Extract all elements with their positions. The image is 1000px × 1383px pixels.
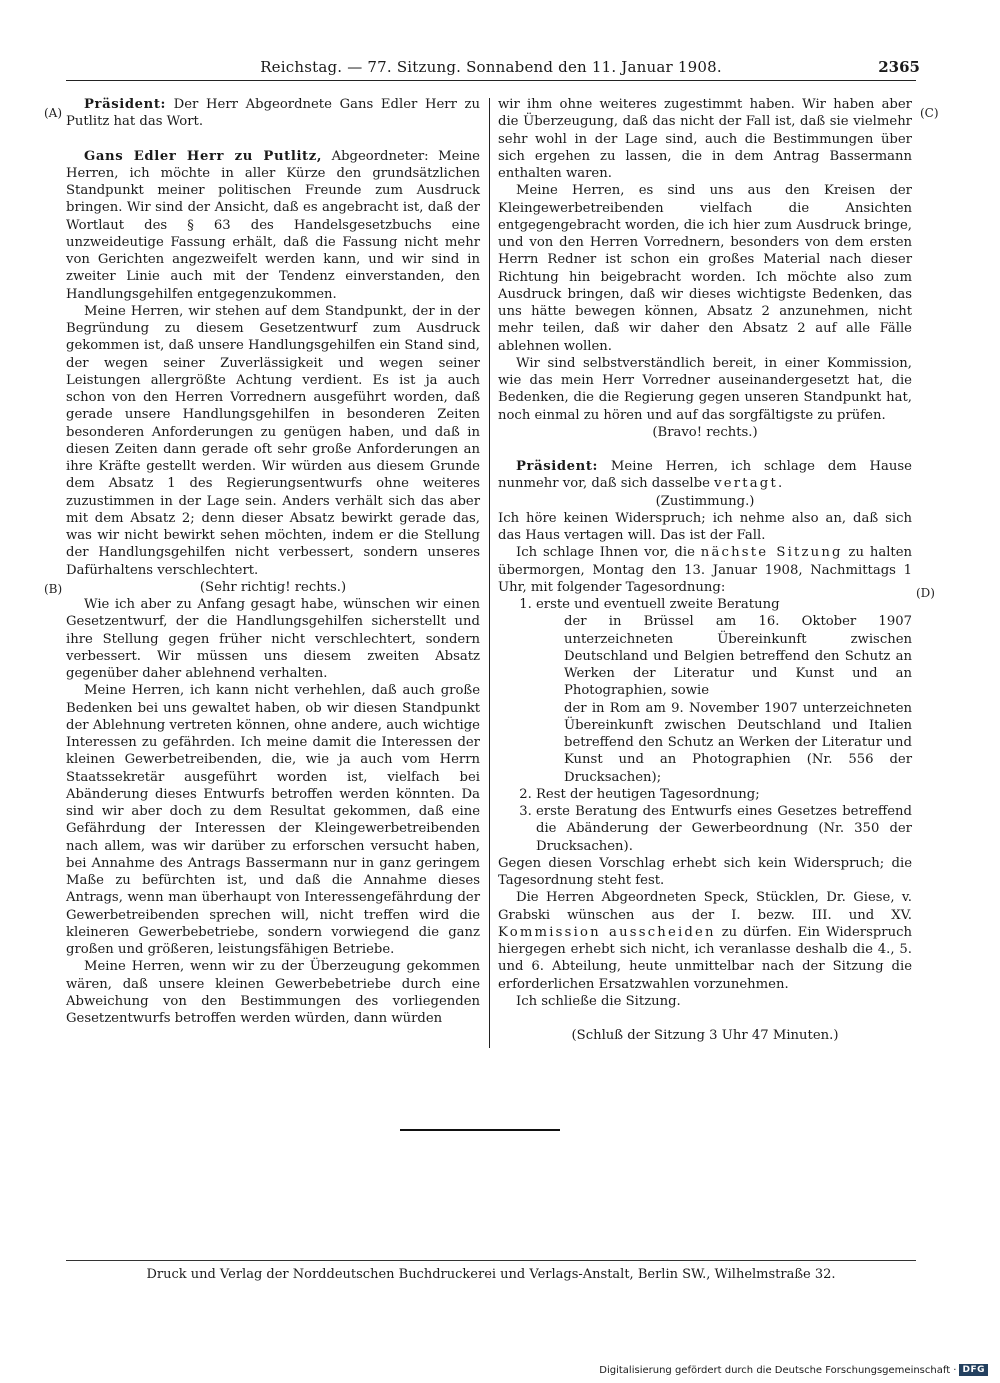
paragraph: Meine Herren, ich kann nicht verhehlen, daß auch große Bedenken bei uns gewaltet haben, ob wir diesen Standpunkt der Ablehnung vertreten können, ohne andere, auch wichtige Interessen zu gefährden. Ich meine damit die Interessen der kleinen Gewerbetreibenden, die, wie ja auch vom Herrn Staatssekretär ausgeführt worden ist, vielfach bei Abänderung dieses Entwurfs betroffen werden könnten. Da sind wir aber doch zu dem Resultat gekommen, daß eine Gefährdung der Interessen der Kleingewerbetreibenden nach allem, was wir darüber zu erforschen versucht haben, bei Annahme des Antrags Bassermann nur in ganz geringem Maße zu befürchten ist, und daß die Annahme dieses Antrags, wenn man überhaupt von Interessengefährdung der Gewerbetreibenden sprechen will, nicht treffen wird die kleineren Gewerbebetriebe, sondern vorwiegend die ganz großen und größeren, leistungsfähigen Betriebe.	[66, 683, 480, 957]
paragraph	[66, 148, 480, 303]
page-number: 2365	[878, 58, 920, 76]
paragraph	[498, 889, 912, 993]
agenda-item-text: 1. erste und eventuell zweite Beratung	[536, 597, 780, 612]
agenda-list	[498, 596, 912, 855]
paragraph-text: Der Herr Abgeordnete Gans Edler Herr zu Putlitz hat das Wort.	[66, 97, 480, 130]
margin-marker-b: (B)	[44, 582, 63, 596]
paragraph-text: Abgeordneter: Meine Herren, ich möchte in aller Kürze den grundsätzlichen Standpunkt meiner politischen Freunde zum Ausdruck bringen. Wir sind der Ansicht, daß es angebracht ist, daß der Wortlaut des § 63 des Handelsgesetzbuchs eine unzweideutige Fassung erhält, daß die Fassung nicht mehr von Gerichten angezweifelt werden kann, und wir sind in zweiter Linie auch mit der Tendenz einverstanden, den Handlungsgehilfen entgegenzukommen.	[66, 148, 480, 302]
paragraph: wir ihm ohne weiteres zugestimmt haben. Wir haben aber die Überzeugung, daß das nicht der Fall ist, daß sie vielmehr sehr wohl in der Lage sind, auch die Bestimmungen über sich ergehen zu lassen, die in dem Antrag Bassermann enthalten waren.	[498, 97, 912, 181]
paragraph-text: Ich schlage Ihnen vor, die	[516, 545, 701, 561]
footer-rule	[66, 1260, 916, 1261]
paragraph-text: zu dürfen. Ein Widerspruch hiergegen erhebt sich nicht, ich veranlasse deshalb die 4., 5. und 6. Abteilung, heute unmittelbar nach der Sitzung die erforderlichen Ersatzwahlen vorzunehmen.	[498, 924, 912, 992]
speaker-name: Präsident:	[516, 459, 599, 474]
right-column	[498, 96, 912, 1044]
dfg-logo-icon: DFG	[959, 1364, 988, 1376]
margin-marker-a: (A)	[44, 106, 63, 120]
paragraph-text: Die Herren Abgeordneten Speck, Stücklen, Dr. Giese, v. Grabski wünschen aus der I. bezw. III. und XV.	[498, 890, 912, 923]
emphasis: vertagt.	[714, 476, 785, 492]
end-rule	[400, 1129, 560, 1131]
applause: (Bravo! rechts.)	[652, 424, 758, 440]
paragraph: Ich höre keinen Widerspruch; ich nehme also an, daß sich das Haus vertagen will. Das ist der Fall.	[498, 510, 912, 543]
paragraph-text: zu halten übermorgen, Montag den 13. Januar 1908, Nachmittags 1 Uhr, mit folgender Tagesordnung:	[498, 545, 913, 595]
agenda-item: 3. erste Beratung des Entwurfs eines Gesetzes betreffend die Abänderung der Gewerbeordnung (Nr. 350 der Drucksachen).	[536, 803, 912, 855]
paragraph-text: Meine Herren, ich schlage dem Hause nunmehr vor, daß sich dasselbe	[498, 459, 912, 492]
digitization-credit	[599, 1364, 988, 1376]
paragraph: Meine Herren, es sind uns aus den Kreisen der Kleingewerbetreibenden vielfach die Ansichten entgegengebracht worden, die ich hier zum Ausdruck bringe, und von den Herren Vorrednern, besonders von dem ersten Herrn Redner ist schon ein großes Material nach dieser Richtung hin beigebracht worden. Ich möchte also zum Ausdruck bringen, daß wir dieses wichtigste Bedenken, das uns hätte bewegen können, Absatz 2 anzunehmen, nicht mehr teilen, daß wir daher den Absatz 2 auf alle Fälle ablehnen wollen.	[498, 183, 912, 354]
speaker-name: Präsident:	[84, 97, 167, 112]
agenda-subitem: der in Brüssel am 16. Oktober 1907 unterzeichneten Übereinkunft zwischen Deutschland und Belgien betreffend den Schutz an Werken der Literatur und Kunst und an Photographien, sowie	[564, 614, 912, 699]
agenda-item	[536, 596, 912, 786]
paragraph	[66, 96, 480, 131]
paragraph: Ich schließe die Sitzung.	[516, 993, 681, 1009]
margin-marker-d: (D)	[916, 586, 935, 600]
paragraph: Meine Herren, wenn wir zu der Überzeugung gekommen wären, daß unsere kleinen Gewerbebetriebe durch eine Abweichung von den Bestimmungen des vorliegenden Gesetzentwurfs betroffen werden würden, dann würden	[66, 959, 480, 1026]
speaker-name: Gans Edler Herr zu Putlitz,	[84, 148, 323, 164]
paragraph	[498, 544, 912, 596]
agenda-subitem: der in Rom am 9. November 1907 unterzeichneten Übereinkunft zwischen Deutschland und Italien betreffend den Schutz an Werken der Literatur und Kunst und an Photographien (Nr. 556 der Drucksachen);	[564, 700, 912, 785]
agenda-item: 2. Rest der heutigen Tagesordnung;	[536, 786, 912, 803]
left-column	[66, 96, 480, 1027]
header-rule	[66, 80, 916, 81]
column-divider	[489, 98, 490, 1048]
paragraph: Wir sind selbstverständlich bereit, in einer Kommission, wie das mein Herr Vorredner auseinandergesetzt hat, die Bedenken, die die Regierung gegen unseren Standpunkt hat, noch einmal zu hören und auf das sorgfältigste zu prüfen.	[498, 355, 912, 423]
page-header	[66, 58, 920, 80]
paragraph: Meine Herren, wir stehen auf dem Standpunkt, der in der Begründung zu diesem Gesetzentwurf zum Ausdruck gekommen ist, daß unsere Handlungsgehilfen ein Stand sind, der wegen seiner Zuverlässigkeit und wegen seiner Leistungen allergrößte Achtung verdient. Es ist ja auch schon von den Herren Vorrednern ausgeführt worden, daß gerade unsere Handlungsgehilfen in besonderen Zeiten besonderen Anforderungen zu genügen haben, und daß in diesen Zeiten dann gerade oft sehr große Anforderungen an ihre Kräfte gestellt werden. Wir würden aus diesem Grunde dem Absatz 1 des Regierungsentwurfs ohne weiteres zuzustimmen in der Lage sein. Anders verhält sich das aber mit dem Absatz 2; denn dieser Absatz bewirkt gerade das, was wir nicht bewirkt sehen möchten, indem er die Stellung der Handlungsgehilfen nicht verbessert, sondern unseres Dafürhaltens verschlechtert.	[66, 303, 480, 578]
approval: (Zustimmung.)	[655, 493, 755, 509]
interjection: (Sehr richtig! rechts.)	[199, 579, 347, 595]
running-title: Reichstag. — 77. Sitzung. Sonnabend den 11. Januar 1908.	[260, 58, 722, 76]
emphasis: Kommission ausscheiden	[498, 924, 716, 940]
emphasis: nächste Sitzung	[700, 545, 843, 561]
imprint: Druck und Verlag der Norddeutschen Buchdruckerei und Verlags-Anstalt, Berlin SW., Wilhelmstraße 32.	[146, 1267, 836, 1282]
paragraph	[498, 458, 912, 493]
digitization-text: Digitalisierung gefördert durch die Deutsche Forschungsgemeinschaft ·	[599, 1364, 957, 1376]
closing-note: (Schluß der Sitzung 3 Uhr 47 Minuten.)	[571, 1028, 839, 1043]
margin-marker-c: (C)	[920, 106, 939, 120]
paragraph: Gegen diesen Vorschlag erhebt sich kein Widerspruch; die Tagesordnung steht fest.	[498, 855, 912, 888]
paragraph: Wie ich aber zu Anfang gesagt habe, wünschen wir einen Gesetzentwurf, der die Handlungsgehilfen sicherstellt und ihre Stellung gegen früher nicht verschlechtert, sondern verbessert. Wir müssen uns diesem zweiten Absatz gegenüber daher ablehnend verhalten.	[66, 597, 480, 681]
